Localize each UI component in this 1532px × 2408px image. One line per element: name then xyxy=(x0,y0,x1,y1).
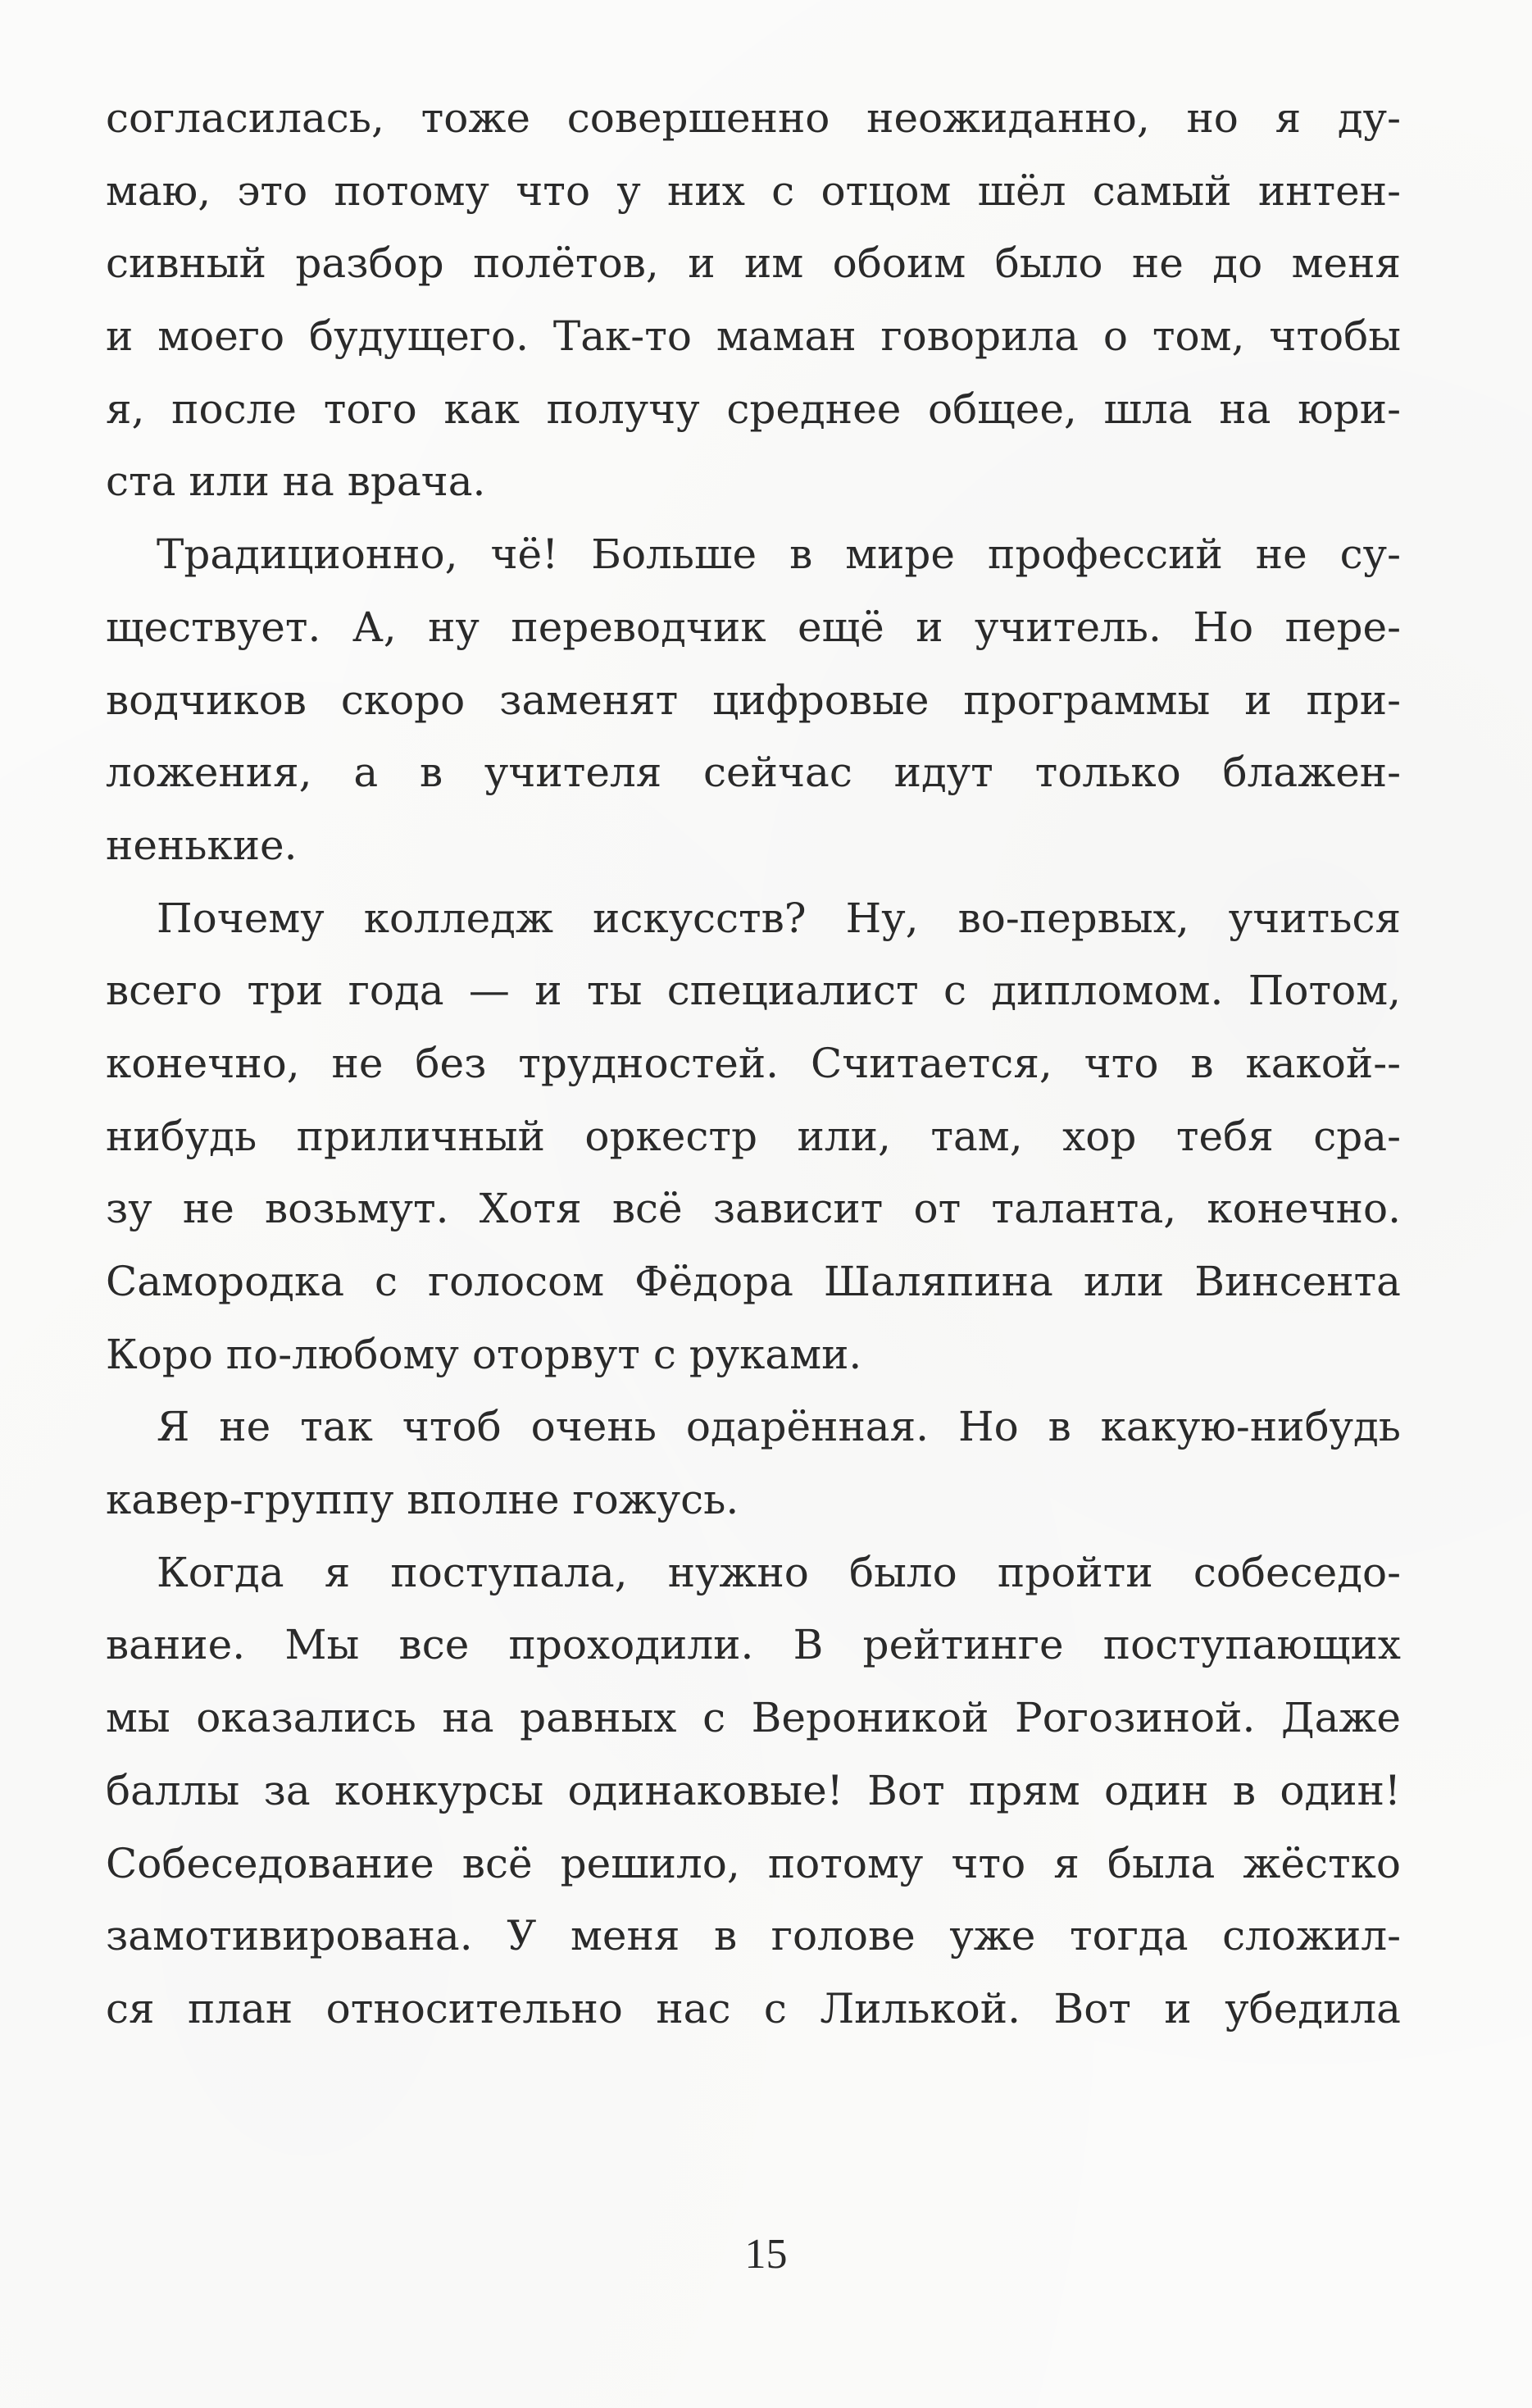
text-line: Коро по-любому оторвут с руками. xyxy=(106,1330,862,1378)
paragraph xyxy=(106,1391,1401,1536)
paragraph xyxy=(106,82,1401,518)
body-text xyxy=(106,82,1401,2046)
text-line: ста или на врача. xyxy=(106,457,486,506)
paragraph xyxy=(106,518,1401,881)
text-line: замотивирована. У меня в голове уже тогда сложил- xyxy=(106,1912,1401,1960)
text-line: водчиков скоро заменят цифровые программы и при- xyxy=(106,676,1401,724)
text-line: ся план относительно нас с Лилькой. Вот и убедила xyxy=(106,1984,1401,2032)
text-line: ложения, а в учителя сейчас идут только блажен- xyxy=(106,749,1401,797)
text-line: Я не так чтоб очень одарённая. Но в какую-нибудь xyxy=(157,1403,1401,1451)
text-line: маю, это потому что у них с отцом шёл самый интен- xyxy=(106,166,1401,215)
text-line: я, после того как получу среднее общее, шла на юри- xyxy=(106,385,1401,433)
text-line: Когда я поступала, нужно было пройти собеседо- xyxy=(157,1548,1401,1596)
text-line: ненькие. xyxy=(106,821,298,869)
text-line: Самородка с голосом Фёдора Шаляпина или Винсента xyxy=(106,1258,1401,1305)
text-line: зу не возьмут. Хотя всё зависит от таланта, конечно. xyxy=(106,1185,1401,1233)
text-line: нибудь приличный оркестр или, там, хор тебя сра- xyxy=(106,1112,1401,1160)
text-line: всего три года — и ты специалист с дипломом. Потом, xyxy=(106,967,1401,1015)
text-line: Традиционно, чё! Больше в мире профессий не су- xyxy=(157,530,1401,579)
text-line: мы оказались на равных с Вероникой Рогозиной. Даже xyxy=(106,1694,1401,1742)
text-line: Почему колледж искусств? Ну, во-первых, учиться xyxy=(157,894,1401,942)
text-line: баллы за конкурсы одинаковые! Вот прям один в один! xyxy=(106,1766,1401,1814)
paragraph xyxy=(106,882,1401,1391)
text-line: кавер-группу вполне гожусь. xyxy=(106,1476,739,1524)
text-line: Собеседование всё решило, потому что я была жёстко xyxy=(106,1839,1401,1887)
text-line: и моего будущего. Так-то маман говорила о том, чтобы xyxy=(106,312,1401,361)
page-number: 15 xyxy=(744,2231,788,2278)
paragraph xyxy=(106,1536,1401,2046)
text-line: вание. Мы все проходили. В рейтинге поступающих xyxy=(106,1621,1401,1669)
text-line: согласилась, тоже совершенно неожиданно, но я ду- xyxy=(106,94,1401,142)
text-line: ществует. А, ну переводчик ещё и учитель. Но пере- xyxy=(106,603,1401,651)
text-line: конечно, не без трудностей. Считается, что в какой-- xyxy=(106,1039,1401,1087)
text-line: сивный разбор полётов, и им обоим было не до меня xyxy=(106,239,1401,288)
